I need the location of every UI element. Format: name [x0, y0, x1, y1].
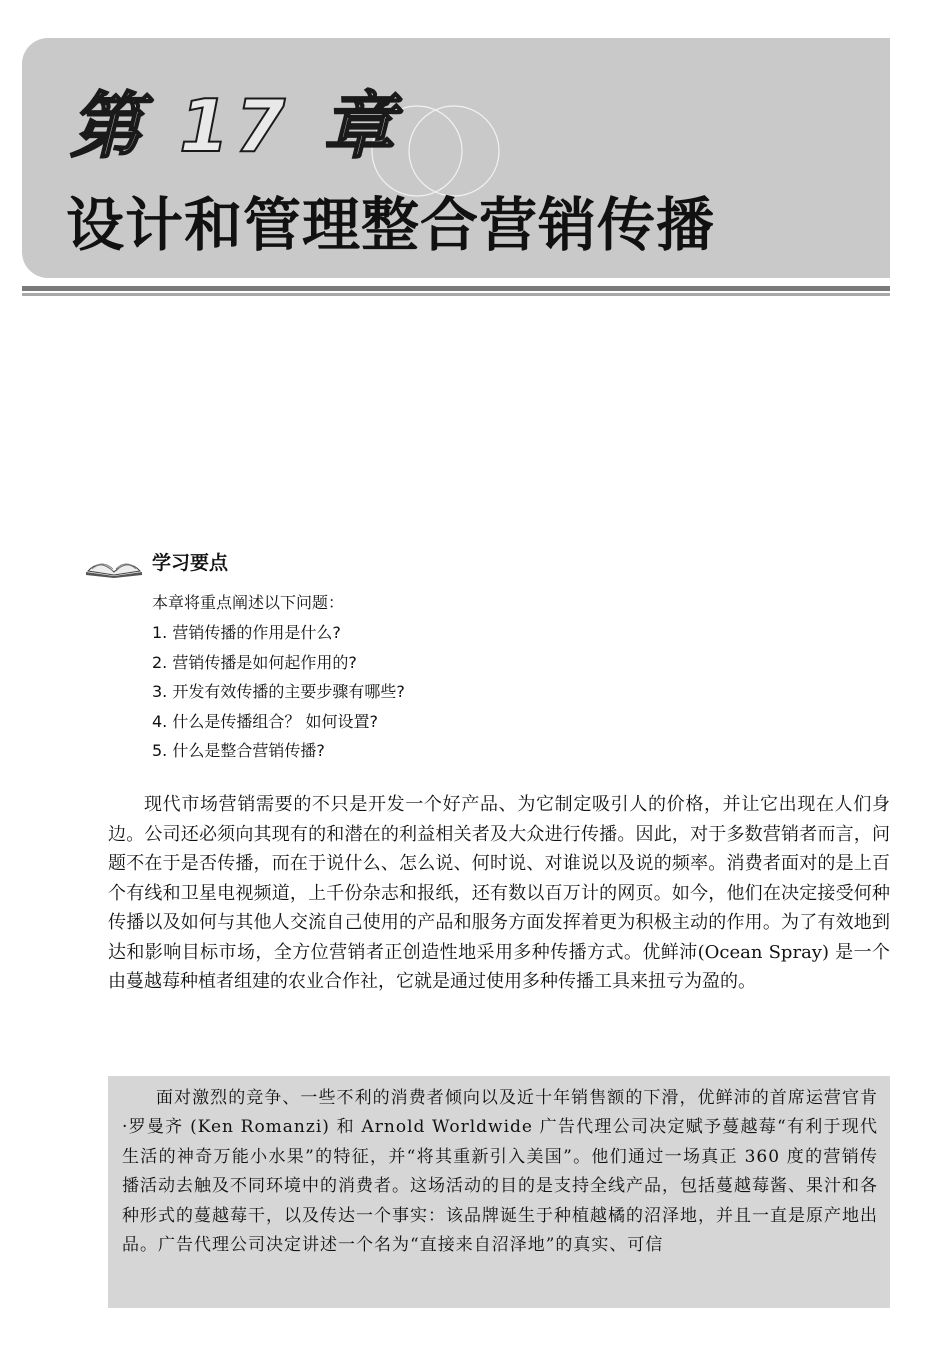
list-item: 3. 开发有效传播的主要步骤有哪些?	[152, 682, 405, 701]
goals-heading: 学习要点	[152, 552, 229, 574]
list-item: 1. 营销传播的作用是什么?	[152, 623, 341, 642]
chapter-banner	[22, 38, 890, 278]
goals-list	[152, 618, 405, 766]
divider	[22, 286, 890, 291]
case-box	[108, 1076, 890, 1308]
open-book-icon	[84, 550, 144, 578]
list-item: 5. 什么是整合营销传播?	[152, 741, 325, 760]
chapter-title: 设计和管理整合营销传播	[66, 191, 716, 259]
list-item: 2. 营销传播是如何起作用的?	[152, 652, 357, 672]
list-item: 4. 什么是传播组合？ 如何设置?	[152, 711, 378, 731]
chapter-number: 第 17 章	[70, 84, 401, 168]
goals-intro: 本章将重点阐述以下问题：	[152, 593, 345, 612]
body-paragraph: 现代市场营销需要的不只是开发一个好产品、为它制定吸引人的价格，并让它出现在人们身边。公司还必须向其现有的和潜在的利益相关者及大众进行传播。因此，对于多数营销者而言，问题不在于是否传播，而在于说什么、怎么说、何时说、对谁说以及说的频率。消费者面对的是上百个有线和卫星电视频道，上千份杂志和报纸，还有数以百万计的网页。如今，他们在决定接受何种传播以及如何与其他人交流自己使用的产品和服务方面发挥着更为积极主动的作用。为了有效地到达和影响目标市场，全方位营销者正创造性地采用多种传播方式。优鲜沛(Ocean Spray) 是一个由蔓越莓种植者组建的农业合作社，它就是通过使用多种传播工具来扭亏为盈的。	[108, 794, 890, 992]
divider	[22, 293, 890, 296]
case-paragraph: 面对激烈的竞争、一些不利的消费者倾向以及近十年销售额的下滑，优鲜沛的首席运营官肯·罗曼齐 (Ken Romanzi) 和 Arnold Worldwide 广告代理公司决定赋予蔓越莓“有利于现代生活的神奇万能小水果”的特征，并“将其重新引入美国”。他们通过一场真正 360 度的营销传播活动去触及不同环境中的消费者。这场活动的目的是支持全线产品，包括蔓越莓酱、果汁和各种形式的蔓越莓干，以及传达一个事实：该品牌诞生于种植越橘的沼泽地，并且一直是原产地出品。广告代理公司决定讲述一个名为“直接来自沼泽地”的真实、可信	[122, 1088, 878, 1256]
